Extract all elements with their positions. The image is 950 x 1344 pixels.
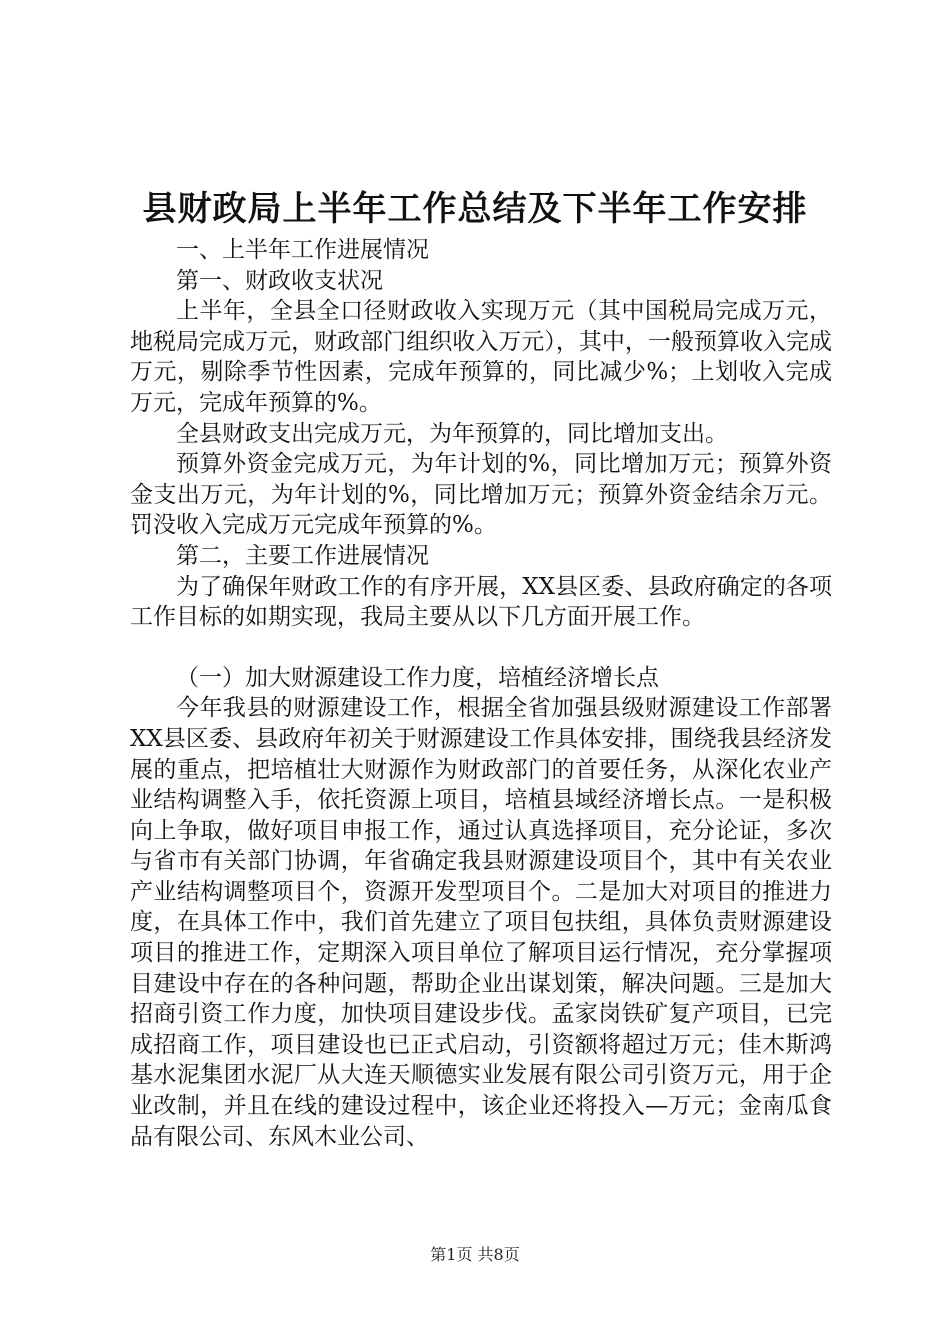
paragraph-spacer [130, 633, 832, 663]
body-paragraph: 预算外资金完成万元，为年计划的%，同比增加万元；预算外资金支出万元，为年计划的%，同比增加万元；预算外资金结余万元。罚没收入完成万元完成年预算的%。 [130, 451, 832, 539]
body-paragraph: 今年我县的财源建设工作，根据全省加强县级财源建设工作部署XX县区委、县政府年初关于财源建设工作具体安排，围绕我县经济发展的重点，把培植壮大财源作为财政部门的首要任务，从深化农业产业结构调整入手，依托资源上项目，培植县域经济增长点。一是积极向上争取，做好项目申报工作，通过认真选择项目，充分论证，多次与省市有关部门协调，年省确定我县财源建设项目个，其中有关农业产业结构调整项目个，资源开发型项目个。二是加大对项目的推进力度，在具体工作中，我们首先建立了项目包扶组，具体负责财源建设项目的推进工作，定期深入项目单位了解项目运行情况，充分掌握项目建设中存在的各种问题，帮助企业出谋划策，解决问题。三是加大招商引资工作力度，加快项目建设步伐。孟家岗铁矿复产项目，已完成招商工作，项目建设也已正式启动，引资额将超过万元；佳木斯鸿基水泥集团水泥厂从大连天顺德实业发展有限公司引资万元，用于企业改制，并且在线的建设过程中，该企业还将投入—万元；金南瓜食品有限公司、东风木业公司、 [130, 695, 832, 1150]
body-paragraph: 上半年，全县全口径财政收入实现万元（其中国税局完成万元，地税局完成万元，财政部门组织收入万元），其中，一般预算收入完成万元，剔除季节性因素，完成年预算的，同比减少%；上划收入完成万元，完成年预算的%。 [130, 298, 832, 416]
subsection-heading: （一）加大财源建设工作力度，培植经济增长点 [176, 664, 659, 691]
subsection-heading: 第二，主要工作进展情况 [176, 542, 429, 569]
subsection-heading: 第一、财政收支状况 [176, 267, 383, 294]
section-heading: 一、上半年工作进展情况 [176, 237, 429, 263]
document-title: 县财政局上半年工作总结及下半年工作安排 [142, 189, 808, 229]
body-paragraph: 全县财政支出完成万元，为年预算的，同比增加支出。 [176, 420, 728, 447]
page-footer: 第1页 共8页 [430, 1245, 520, 1264]
body-paragraph: 为了确保年财政工作的有序开展，XX县区委、县政府确定的各项工作目标的如期实现，我局主要从以下几方面开展工作。 [130, 573, 832, 631]
document-body [130, 235, 832, 1152]
